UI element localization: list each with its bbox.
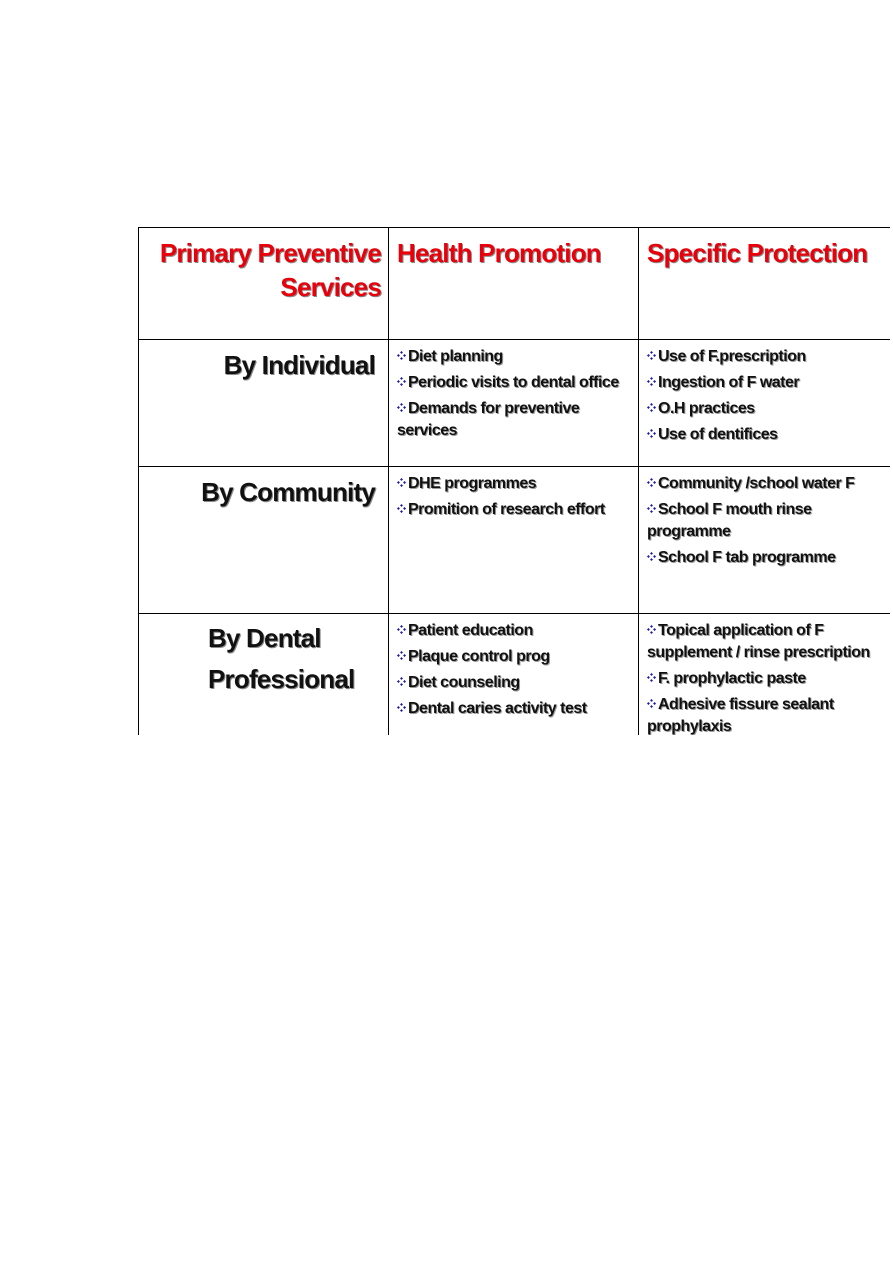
preventive-services-table xyxy=(138,227,890,735)
list-item xyxy=(397,372,634,394)
table-row-dental-professional xyxy=(139,614,891,736)
diamond-bullet-icon xyxy=(647,403,656,412)
table-row-individual xyxy=(139,340,891,467)
diamond-bullet-icon xyxy=(397,377,406,386)
list-item xyxy=(647,398,886,420)
header-health-promotion: Health Promotion xyxy=(389,228,639,340)
row-label-dental-professional: By Dental Professional xyxy=(139,614,389,736)
diamond-bullet-icon xyxy=(397,625,406,634)
list-item xyxy=(647,372,886,394)
diamond-bullet-icon xyxy=(397,651,406,660)
diamond-bullet-icon xyxy=(647,699,656,708)
list-item xyxy=(397,646,634,668)
list-item xyxy=(647,620,886,664)
list-item xyxy=(397,698,634,720)
list-item xyxy=(397,672,634,694)
list-item xyxy=(647,499,886,543)
diamond-bullet-icon xyxy=(397,351,406,360)
list-item-text: Adhesive fissure sealant prophylaxis xyxy=(647,696,834,735)
list-item xyxy=(397,620,634,642)
list-item-text: Community /school water F xyxy=(658,475,855,492)
header-primary-preventive-services: Primary Preventive Services xyxy=(139,228,389,340)
cell-dental-health-promotion xyxy=(389,614,639,736)
list-item xyxy=(397,398,634,442)
health-promotion-list xyxy=(389,467,638,521)
list-item-text: Ingestion of F water xyxy=(658,374,800,391)
list-item-text: DHE programmes xyxy=(408,475,537,492)
list-item-text: Diet planning xyxy=(408,348,503,365)
diamond-bullet-icon xyxy=(397,703,406,712)
diamond-bullet-icon xyxy=(397,677,406,686)
cell-individual-specific-protection xyxy=(639,340,891,467)
diamond-bullet-icon xyxy=(647,504,656,513)
list-item-text: Periodic visits to dental office xyxy=(408,374,619,391)
table-header-row xyxy=(139,228,891,340)
list-item xyxy=(647,547,886,569)
cell-community-specific-protection xyxy=(639,467,891,614)
specific-protection-list xyxy=(639,614,890,735)
list-item-text: Patient education xyxy=(408,622,533,639)
preventive-services-table-container xyxy=(138,227,890,735)
list-item-text: Diet counseling xyxy=(408,674,520,691)
cell-dental-specific-protection xyxy=(639,614,891,736)
list-item-text: Use of dentifices xyxy=(658,426,778,443)
diamond-bullet-icon xyxy=(397,403,406,412)
cell-community-health-promotion xyxy=(389,467,639,614)
list-item-text: School F tab programme xyxy=(658,549,836,566)
list-item-text: Dental caries activity test xyxy=(408,700,587,717)
health-promotion-list xyxy=(389,614,638,720)
list-item-text: Plaque control prog xyxy=(408,648,550,665)
diamond-bullet-icon xyxy=(397,504,406,513)
list-item xyxy=(647,346,886,368)
header-specific-protection: Specific Protection xyxy=(639,228,891,340)
list-item xyxy=(647,694,886,735)
diamond-bullet-icon xyxy=(647,625,656,634)
diamond-bullet-icon xyxy=(647,429,656,438)
list-item xyxy=(647,424,886,446)
diamond-bullet-icon xyxy=(647,351,656,360)
list-item-text: O.H practices xyxy=(658,400,755,417)
diamond-bullet-icon xyxy=(397,478,406,487)
specific-protection-list xyxy=(639,467,890,569)
list-item xyxy=(647,668,886,690)
row-label-community: By Community xyxy=(139,467,389,614)
list-item xyxy=(647,473,886,495)
diamond-bullet-icon xyxy=(647,478,656,487)
list-item-text: School F mouth rinse programme xyxy=(647,501,812,540)
health-promotion-list xyxy=(389,340,638,442)
list-item-text: Use of F.prescription xyxy=(658,348,806,365)
list-item-text: Demands for preventive services xyxy=(397,400,580,439)
row-label-individual: By Individual xyxy=(139,340,389,467)
list-item xyxy=(397,473,634,495)
list-item-text: F. prophylactic paste xyxy=(658,670,806,687)
list-item-text: Promition of research effort xyxy=(408,501,605,518)
list-item xyxy=(397,346,634,368)
specific-protection-list xyxy=(639,340,890,446)
list-item xyxy=(397,499,634,521)
diamond-bullet-icon xyxy=(647,377,656,386)
list-item-text: Topical application of F supplement / rinse prescription xyxy=(647,622,870,661)
table-row-community xyxy=(139,467,891,614)
diamond-bullet-icon xyxy=(647,552,656,561)
diamond-bullet-icon xyxy=(647,673,656,682)
cell-individual-health-promotion xyxy=(389,340,639,467)
